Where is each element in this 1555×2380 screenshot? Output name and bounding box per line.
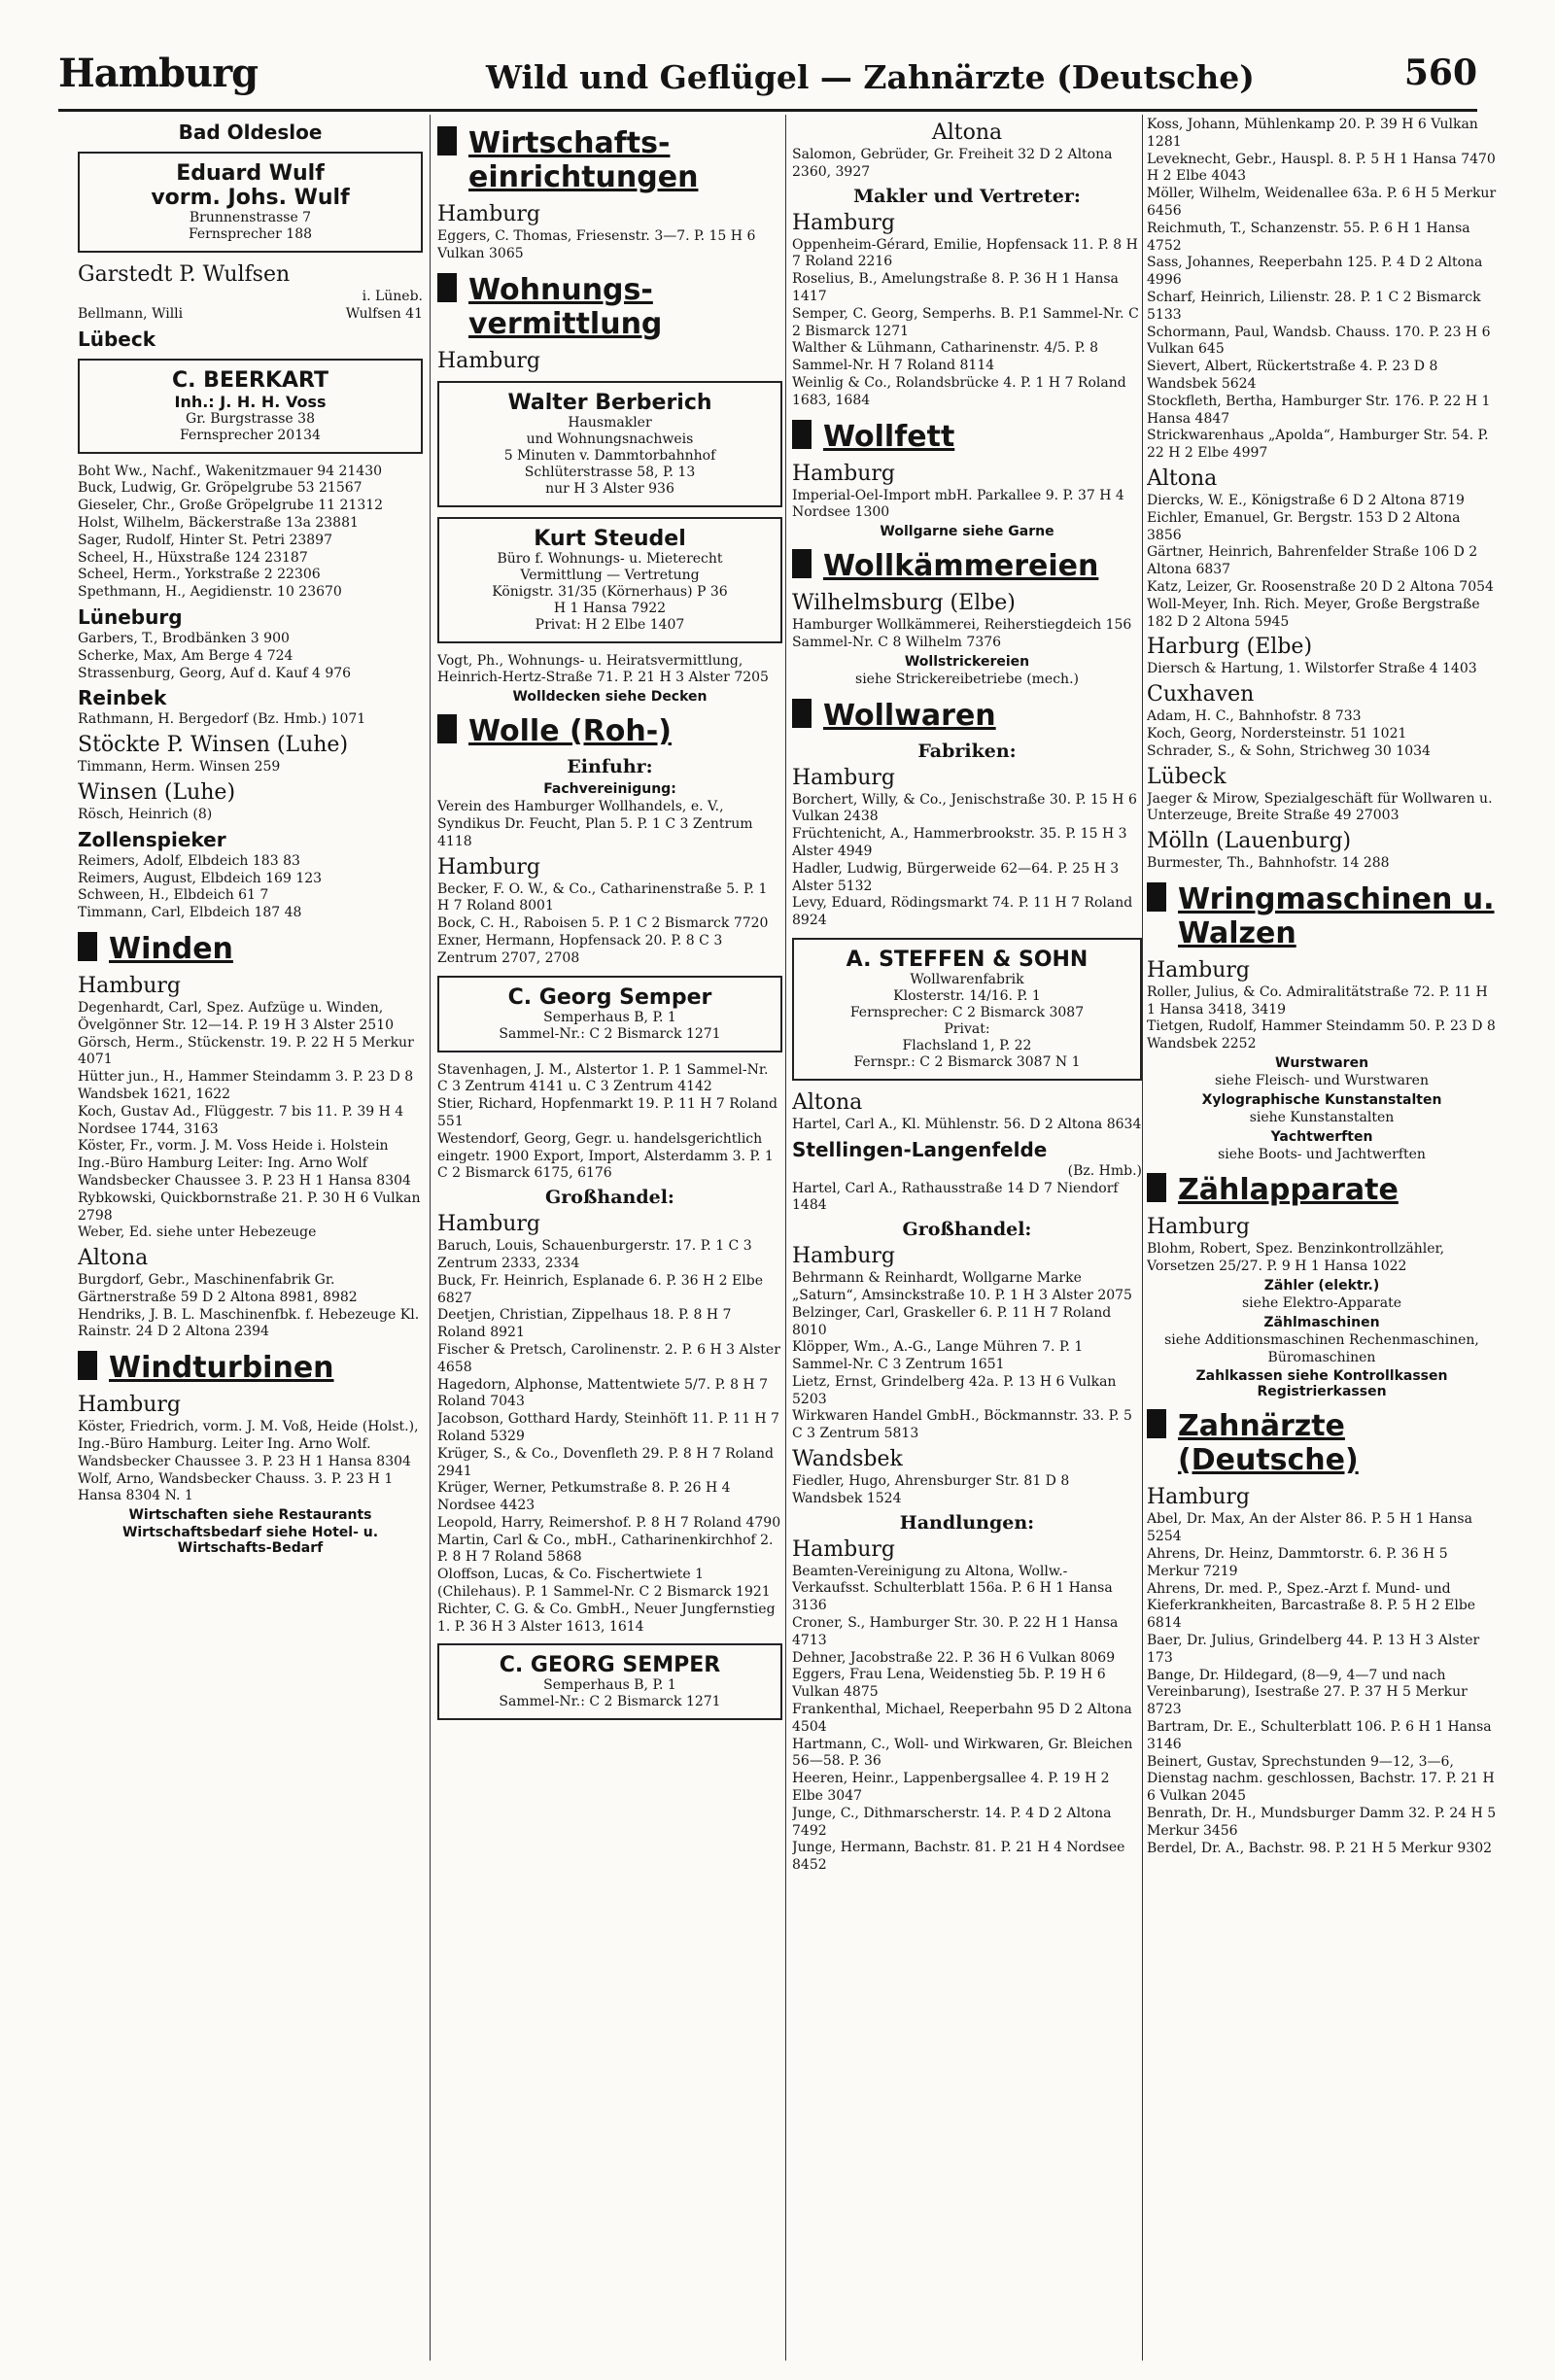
section-heading [1147,1173,1497,1207]
cross-reference-target: siehe Fleisch- und Wurstwaren [1215,1073,1429,1089]
list-item: Roller, Julius, & Co. Admiralitätstraße 72. P. 11 H 1 Hansa 3418, 3419 [1147,983,1488,1018]
column-4 [1147,117,1497,2361]
location-heading: Altona [931,121,1003,145]
list-item: Fischer & Pretsch, Carolinenstr. 2. P. 6 H 3 Alster 4658 [437,1341,780,1375]
list-item: Fiedler, Hugo, Ahrensburger Str. 81 D 8 Wandsbek 1524 [792,1473,1070,1506]
list-item: Frankenthal, Michael, Reeperbahn 95 D 2 Altona 4504 [792,1702,1132,1735]
ad-name: C. Georg Semper [507,984,712,1010]
list-item: Koss, Johann, Mühlenkamp 20. P. 39 H 6 Vulkan 1281 [1147,117,1478,150]
list-item: Hartmann, C., Woll- und Wirkwaren, Gr. Bleichen 56—58. P. 36 [792,1736,1133,1770]
list-item: Ahrens, Dr. med. P., Spez.-Arzt f. Mund- und Kieferkrankheiten, Barcastraße 8. P. 5 H 2 Elbe 6814 [1147,1580,1476,1632]
cross-reference-target: siehe Boots- und Jachtwerften [1218,1146,1426,1162]
list-item: Gärtner, Heinrich, Bahrenfelder Straße 106 D 2 Altona 6837 [1147,544,1478,578]
ad-line: Privat: [944,1020,990,1037]
section-marker-icon [1147,1409,1166,1438]
list-item: Adam, H. C., Bahnhofstr. 8 733 [1147,708,1362,725]
list-item: Scharf, Heinrich, Lilienstr. 28. P. 1 C 2 Bismarck 5133 [1147,289,1481,323]
list-item: Burgdorf, Gebr., Maschinenfabrik Gr. Gärtnerstraße 59 D 2 Altona 8981, 8982 [78,1272,358,1305]
list-item: Abel, Dr. Max, An der Alster 86. P. 5 H 1 Hansa 5254 [1147,1511,1472,1545]
list-item: Bange, Dr. Hildegard, (8—9, 4—7 und nach Vereinbarung), Isestraße 27. P. 37 H 5 Merkur 8723 [1147,1667,1468,1718]
cross-reference: Wollgarne siehe Garne [880,524,1054,540]
column-divider [1142,115,1143,2361]
cross-reference: Zählmaschinen [1263,1314,1380,1330]
cross-reference: Xylographische Kunstanstalten [1201,1091,1442,1108]
location-heading: Cuxhaven [1147,682,1255,707]
ad-line: Büro f. Wohnungs- u. Mieterecht [497,550,723,567]
list-item: Stockfleth, Bertha, Hamburger Str. 176. P. 22 H 1 Hansa 4847 [1147,393,1491,427]
list-item: Schormann, Paul, Wandsb. Chauss. 170. P. 23 H 6 Vulkan 645 [1147,324,1491,358]
list-item: Wolf, Arno, Wandsbecker Chauss. 3. P. 23 H 1 Hansa 8304 N. 1 [78,1470,394,1504]
entry-phone: Wulfsen 41 [345,305,423,322]
list-item: Rybkowski, Quickbornstraße 21. P. 30 H 6 Vulkan 2798 [78,1190,421,1224]
ad-line: Sammel-Nr.: C 2 Bismarck 1271 [499,1694,721,1710]
section-title: Wollfett [823,419,955,454]
list-item: Köster, Friedrich, vorm. J. M. Voß, Heide (Holst.), Ing.-Büro Hamburg. Leiter Ing. Arno Wolf. Wandsbecker Chaussee 3. P. 23 H 1 Hansa 8304 [78,1419,419,1469]
list-item: Sass, Johannes, Reeperbahn 125. P. 4 D 2 Altona 4996 [1147,255,1483,289]
ad-line: Königstr. 31/35 (Körnerhaus) P 36 [492,583,728,600]
list-item: Beinert, Gustav, Sprechstunden 9—12, 3—6, Dienstag nachm. geschlossen, Bachstr. 17. P. 21 H 6 Vulkan 2045 [1147,1753,1495,1805]
section-marker-icon [1147,1173,1166,1202]
list-item: Eggers, C. Thomas, Friesenstr. 3—7. P. 15 H 6 Vulkan 3065 [437,228,756,261]
list-item: Roselius, B., Amelungstraße 8. P. 36 H 1 Hansa 1417 [792,271,1119,304]
advertisement-box [437,976,782,1052]
advertisement-box [437,381,782,507]
list-item: Buck, Fr. Heinrich, Esplanade 6. P. 36 H 2 Elbe 6827 [437,1272,763,1306]
section-title: Zählapparate [1178,1173,1399,1208]
ad-line: 5 Minuten v. Dammtorbahnhof [503,447,716,464]
location-heading: Hamburg [792,1244,896,1269]
list-item: Scheel, Herm., Yorkstraße 2 22306 [78,567,321,583]
ad-line: Fernspr.: C 2 Bismarck 3087 N 1 [853,1053,1081,1070]
location-heading: Lüneburg [78,604,183,629]
subheading: Makler und Vertreter: [853,185,1081,207]
list-item: Boht Ww., Nachf., Wakenitzmauer 94 21430 [78,463,383,479]
list-item: Strickwarenhaus „Apolda“, Hamburger Str. 54. P. 22 H 2 Elbe 4997 [1147,428,1489,462]
ad-line: Fernsprecher: C 2 Bismarck 3087 [849,1004,1085,1020]
list-item: Benrath, Dr. H., Mundsburger Damm 32. P. 24 H 5 Merkur 3456 [1147,1806,1497,1839]
list-item: Hamburger Wollkämmerei, Reiherstiegdeich 156 Sammel-Nr. C 8 Wilhelm 7376 [792,617,1132,650]
ad-line: Wollwarenfabrik [910,971,1024,987]
list-item: Scherke, Max, Am Berge 4 724 [78,647,294,664]
cross-reference-target: siehe Additionsmaschinen Rechenmaschinen, Büromaschinen [1164,1331,1479,1365]
list-item: Hartel, Carl A., Kl. Mühlenstr. 56. D 2 Altona 8634 [792,1116,1142,1132]
location-heading: Hamburg [792,461,896,486]
ad-line: Privat: H 2 Elbe 1407 [535,616,685,633]
list-item: Imperial-Oel-Import mbH. Parkallee 9. P. 37 H 4 Nordsee 1300 [792,487,1124,521]
list-item: Richter, C. G. & Co. GmbH., Neuer Jungfernstieg 1. P. 36 H 3 Alster 1613, 1614 [437,1601,776,1635]
list-item: Verein des Hamburger Wollhandels, e. V., Syndikus Dr. Feucht, Plan 5. P. 1 C 3 Zentrum 4118 [437,799,753,849]
location-heading: Wandsbek [792,1447,903,1472]
list-item: Lietz, Ernst, Grindelberg 42a. P. 13 H 6 Vulkan 5203 [792,1373,1117,1407]
list-item: Schween, H., Elbdeich 61 7 [78,887,269,904]
ad-subtitle: Inh.: J. H. H. Voss [174,392,327,411]
list-item: Hagedorn, Alphonse, Mattentwiete 5/7. P. 8 H 7 Roland 7043 [437,1376,768,1410]
subheading: Einfuhr: [567,756,653,778]
list-item: Jaeger & Mirow, Spezialgeschäft für Wollwaren u. Unterzeuge, Breite Straße 49 27003 [1147,790,1493,824]
section-marker-icon [437,126,457,155]
section-title: Wollkämmereien [823,549,1099,584]
location-heading: Hamburg [792,765,896,790]
cross-reference: Wolldecken siehe Decken [512,689,708,706]
section-heading [792,699,1142,733]
list-item: Krüger, S., & Co., Dovenfleth 29. P. 8 H 7 Roland 2941 [437,1445,774,1479]
list-item: Burmester, Th., Bahnhofstr. 14 288 [1147,855,1390,872]
list-item: Martin, Carl & Co., mbH., Catharinenkirchhof 2. P. 8 H 7 Roland 5868 [437,1532,774,1566]
list-item: Gieseler, Chr., Große Gröpelgrube 11 21312 [78,498,384,514]
ad-line: Schlüterstrasse 58, P. 13 [524,464,696,480]
location-heading: Hamburg [437,202,541,226]
list-item: Tietgen, Rudolf, Hammer Steindamm 50. P. 23 D 8 Wandsbek 2252 [1147,1018,1496,1052]
page-header [58,51,1477,112]
list-item: Deetjen, Christian, Zippelhaus 18. P. 8 H 7 Roland 8921 [437,1307,732,1341]
cross-reference: Yachtwerften [1270,1128,1373,1145]
location-heading: Hamburg [1147,957,1251,983]
subheading: Handlungen: [899,1511,1035,1534]
section-title: Zahnärzte (Deutsche) [1178,1409,1359,1478]
list-item: Woll-Meyer, Inh. Rich. Meyer, Große Bergstraße 182 D 2 Altona 5945 [1147,596,1480,630]
location-heading: Winsen (Luhe) [78,779,236,805]
subheading: Fabriken: [917,740,1017,762]
list-item: Möller, Wilhelm, Weidenallee 63a. P. 6 H 5 Merkur 6456 [1147,186,1497,219]
list-item: Eggers, Frau Lena, Weidenstieg 5b. P. 19 H 6 Vulkan 4875 [792,1667,1106,1701]
location-heading: Lübeck [78,327,156,351]
list-item: Levy, Eduard, Rödingsmarkt 74. P. 11 H 7 Roland 8924 [792,895,1133,929]
list-item: Jacobson, Gotthard Hardy, Steinhöft 11. P. 11 H 7 Roland 5329 [437,1411,779,1444]
list-item: Oloffson, Lucas, & Co. Fischertwiete 1 (Chilehaus). P. 1 Sammel-Nr. C 2 Bismarck 1921 [437,1567,771,1601]
section-title: Wohnungs-vermittlung [468,272,663,341]
list-item: Holst, Wilhelm, Bäckerstraße 13a 23881 [78,514,359,531]
list-item: Sievert, Albert, Rückertstraße 4. P. 23 D 8 Wandsbek 5624 [1147,359,1438,392]
list-item: Scheel, H., Hüxstraße 124 23187 [78,549,308,566]
advertisement-box [78,152,423,253]
section-marker-icon [437,714,457,743]
list-item: Sager, Rudolf, Hinter St. Petri 23897 [78,532,332,548]
list-item: Köster, Fr., vorm. J. M. Voss Heide i. Holstein Ing.-Büro Hamburg Leiter: Ing. Arno Wolf Wandsbecker Chaussee 3. P. 23 H 1 Hansa 8304 [78,1138,411,1189]
list-item: Spethmann, H., Aegidienstr. 10 23670 [78,584,342,601]
list-item: Görsch, Herm., Stückenstr. 19. P. 22 H 5 Merkur 4071 [78,1034,414,1068]
cross-reference: Zähler (elektr.) [1263,1278,1380,1294]
ad-name: A. STEFFEN & SOHN [846,947,1088,972]
list-item: Semper, C. Georg, Semperhs. B. P.1 Sammel-Nr. C 2 Bismarck 1271 [792,305,1139,339]
ad-line: Flachsland 1, P. 22 [902,1037,1032,1053]
location-heading: Altona [792,1089,863,1115]
cross-reference: Wirtschaftsbedarf siehe Hotel- u. Wirtschafts-Bedarf [121,1525,379,1557]
list-item: Timmann, Herm. Winsen 259 [78,759,281,776]
ad-line: Vermittlung — Vertretung [520,567,700,583]
list-item: Degenhardt, Carl, Spez. Aufzüge u. Winden, Övelgönner Str. 12—14. P. 19 H 3 Alster 2510 [78,999,395,1033]
list-item: Leveknecht, Gebr., Hauspl. 8. P. 5 H 1 Hansa 7470 H 2 Elbe 4043 [1147,151,1496,185]
section-marker-icon [792,420,812,449]
list-item: Reimers, August, Elbdeich 169 123 [78,870,323,886]
section-title: Wollwaren [823,698,996,733]
list-item: Eichler, Emanuel, Gr. Bergstr. 153 D 2 Altona 3856 [1147,509,1461,543]
location-heading: Hamburg [437,1212,541,1237]
cross-reference-target: siehe Strickereibetriebe (mech.) [855,671,1079,687]
location-heading: Wilhelmsburg (Elbe) [792,591,1016,616]
section-marker-icon [78,1351,97,1380]
list-item: Klöpper, Wm., A.-G., Lange Mühren 7. P. 1 Sammel-Nr. C 3 Zentrum 1651 [792,1339,1084,1373]
advertisement-box [792,938,1142,1081]
list-item: Timmann, Carl, Elbdeich 187 48 [78,905,302,921]
list-item: Krüger, Werner, Petkumstraße 8. P. 26 H 4 Nordsee 4423 [437,1480,731,1514]
cross-reference: Zahlkassen siehe Kontrollkassen Registrierkassen [1195,1368,1448,1400]
column-divider [785,115,786,2361]
list-item: Wirkwaren Handel GmbH., Böckmannstr. 33. P. 5 C 3 Zentrum 5813 [792,1408,1132,1442]
list-item: Salomon, Gebrüder, Gr. Freiheit 32 D 2 Altona 2360, 3927 [792,147,1113,180]
cross-reference: Wirtschaften siehe Restaurants [128,1507,372,1524]
ad-line: Fernsprecher 188 [188,226,313,242]
list-item: Reichmuth, T., Schanzenstr. 55. P. 6 H 1 Hansa 4752 [1147,220,1470,254]
list-item: Stier, Richard, Hopfenmarkt 19. P. 11 H 7 Roland 551 [437,1096,778,1129]
ad-subtitle: vorm. Johs. Wulf [151,186,350,210]
location-heading: Lübeck [1147,764,1227,789]
list-item: Junge, C., Dithmarscherstr. 14. P. 4 D 2 Altona 7492 [792,1805,1112,1839]
list-item: Beamten-Vereinigung zu Altona, Wollw.-Verkaufsst. Schulterblatt 156a. P. 6 H 1 Hansa 3136 [792,1563,1113,1614]
list-item: Baruch, Louis, Schauenburgerstr. 17. P. 1 C 3 Zentrum 2333, 2334 [437,1238,752,1271]
list-item: Junge, Hermann, Bachstr. 81. P. 21 H 4 Nordsee 8452 [792,1840,1125,1874]
list-item: Weinlig & Co., Rolandsbrücke 4. P. 1 H 7 Roland 1683, 1684 [792,374,1126,408]
location-heading: Zollenspieker [78,827,226,851]
list-item: Bartram, Dr. E., Schulterblatt 106. P. 6 H 1 Hansa 3146 [1147,1719,1492,1752]
list-item: Belzinger, Carl, Graskeller 6. P. 11 H 7 Roland 8010 [792,1304,1112,1338]
list-item: Diercks, W. E., Königstraße 6 D 2 Altona 8719 [1147,492,1465,508]
location-heading: Hamburg [792,210,896,235]
ad-name: Kurt Steudel [534,526,686,551]
subheading: Großhandel: [545,1187,674,1209]
list-item: Becker, F. O. W., & Co., Catharinenstraße 5. P. 1 H 7 Roland 8001 [437,880,768,914]
list-item: Berdel, Dr. A., Bachstr. 98. P. 21 H 5 Merkur 9302 [1147,1840,1493,1856]
section-marker-icon [792,549,812,578]
cross-reference: Wurstwaren [1274,1055,1369,1072]
section-heading [792,549,1142,583]
list-item: Vogt, Ph., Wohnungs- u. Heiratsvermittlung, Heinrich-Hertz-Straße 71. P. 21 H 3 Alster 7205 [437,652,769,686]
section-marker-icon [78,932,97,961]
section-marker-icon [437,273,457,302]
ad-name: C. GEORG SEMPER [499,1653,721,1678]
ad-line: Hausmakler [568,414,652,431]
list-item: Hadler, Ludwig, Bürgerweide 62—64. P. 25 H 3 Alster 5132 [792,860,1120,894]
cross-reference-target: siehe Elektro-Apparate [1242,1295,1401,1312]
list-item: Bock, C. H., Raboisen 5. P. 1 C 2 Bismarck 7720 [437,915,769,932]
ad-line: H 1 Hansa 7922 [553,600,667,616]
list-item: Reimers, Adolf, Elbdeich 183 83 [78,852,300,869]
ad-line: nur H 3 Alster 936 [545,480,674,497]
section-title: Windturbinen [109,1351,334,1386]
section-marker-icon [792,699,812,728]
list-item: Buck, Ludwig, Gr. Gröpelgrube 53 21567 [78,480,363,497]
list-item: Früchtenicht, A., Hammerbrookstr. 35. P. 15 H 3 Alster 4949 [792,826,1127,859]
list-item: Behrmann & Reinhardt, Wollgarne Marke „Saturn“, Amsinckstraße 10. P. 1 H 3 Alster 2075 [792,1270,1132,1303]
column-divider [430,115,431,2361]
list-item: Strassenburg, Georg, Auf d. Kauf 4 976 [78,665,352,681]
ad-line: Brunnenstrasse 7 [189,210,312,225]
ad-line: Semperhaus B, P. 1 [543,1677,676,1694]
list-item: Dehner, Jacobstraße 22. P. 36 H 6 Vulkan 8069 [792,1649,1116,1666]
list-item: Rösch, Heinrich (8) [78,806,213,822]
ad-line: Semperhaus B, P. 1 [543,1009,676,1025]
ad-name: C. BEERKART [172,367,328,393]
list-item: Croner, S., Hamburger Str. 30. P. 22 H 1 Hansa 4713 [792,1615,1119,1648]
cross-reference-target: siehe Kunstanstalten [1249,1109,1395,1125]
header-title: Wild und Geflügel — Zahnärzte (Deutsche) [486,58,1255,96]
location-heading: Hamburg [792,1536,896,1562]
list-item: Ahrens, Dr. Heinz, Dammtorstr. 6. P. 36 H 5 Merkur 7219 [1147,1546,1448,1579]
ad-line: Gr. Burgstrasse 38 [186,410,315,427]
ad-name: Eduard Wulf [176,161,325,186]
list-item: Hendriks, J. B. L. Maschinenfbk. f. Hebezeuge Kl. Rainstr. 24 D 2 Altona 2394 [78,1306,420,1340]
list-item: Leopold, Harry, Reimershof. P. 8 H 7 Roland 4790 [437,1514,781,1531]
section-heading [792,420,1142,454]
list-item: Koch, Gustav Ad., Flüggestr. 7 bis 11. P. 39 H 4 Nordsee 1744, 3163 [78,1103,404,1137]
location-heading: Hamburg [1147,1215,1251,1240]
section-heading [78,1351,423,1385]
list-item [78,306,423,324]
advertisement-box [437,517,782,643]
section-heading [1147,1409,1497,1477]
list-item: Schrader, S., & Sohn, Strichweg 30 1034 [1147,742,1431,759]
list-item: Westendorf, Georg, Gegr. u. handelsgerichtlich eingetr. 1900 Export, Import, Alsterdamm 3. P. 1 C 2 Bismarck 6175, 6176 [437,1130,774,1182]
location-heading: Altona [1147,466,1218,491]
list-item: Borchert, Willy, & Co., Jenischstraße 30. P. 15 H 6 Vulkan 2438 [792,791,1137,825]
section-title: Wirtschafts-einrichtungen [468,126,699,194]
section-heading [1147,882,1497,950]
location-subline: (Bz. Hmb.) [1067,1162,1142,1179]
advertisement-box [437,1643,782,1720]
section-heading [78,932,423,966]
section-heading [437,126,782,194]
list-item: Koch, Georg, Nordersteinstr. 51 1021 [1147,725,1407,742]
page-number: 560 [1403,52,1477,93]
location-heading: Hamburg [1147,1485,1251,1510]
ad-name: Walter Berberich [507,390,712,415]
ad-line: Fernsprecher 20134 [180,427,321,443]
list-item: Rathmann, H. Bergedorf (Bz. Hmb.) 1071 [78,711,366,728]
list-item: Blohm, Robert, Spez. Benzinkontrollzähler, Vorsetzen 25/27. P. 9 H 1 Hansa 1022 [1147,1241,1445,1275]
list-item: Baer, Dr. Julius, Grindelberg 44. P. 13 H 3 Alster 173 [1147,1633,1480,1666]
list-item: Oppenheim-Gérard, Emilie, Hopfensack 11. P. 8 H 7 Roland 2216 [792,236,1138,270]
section-heading [437,273,782,341]
location-heading: Hamburg [437,348,541,373]
list-item: Exner, Hermann, Hopfensack 20. P. 8 C 3 Zentrum 2707, 2708 [437,932,723,966]
list-item: Weber, Ed. siehe unter Hebezeuge [78,1224,317,1241]
header-city: Hamburg [58,51,259,96]
list-item: Katz, Leizer, Gr. Roosenstraße 20 D 2 Altona 7054 [1147,578,1494,595]
list-item: Hütter jun., H., Hammer Steindamm 3. P. 23 D 8 Wandsbek 1621, 1622 [78,1069,414,1102]
location-heading: Garstedt P. Wulfsen [78,262,291,287]
section-title: Wringmaschinen u. Walzen [1178,881,1495,950]
section-heading [437,714,782,748]
location-heading: Reinbek [78,686,167,710]
location-heading: Mölln (Lauenburg) [1147,829,1352,854]
ad-line: Sammel-Nr.: C 2 Bismarck 1271 [499,1025,721,1042]
location-heading: Stöckte P. Winsen (Luhe) [78,733,349,758]
location-heading: Hamburg [437,854,541,880]
list-item: Garbers, T., Brodbänken 3 900 [78,630,290,646]
column-2 [437,117,782,2361]
subheading: Großhandel: [902,1219,1032,1241]
ad-line: Klosterstr. 14/16. P. 1 [893,987,1041,1004]
column-1 [78,117,423,2361]
entry-text: Bellmann, Willi [78,305,184,322]
list-item: Hartel, Carl A., Rathausstraße 14 D 7 Niendorf 1484 [792,1180,1119,1214]
list-item: Heeren, Heinr., Lappenbergsallee 4. P. 19 H 2 Elbe 3047 [792,1771,1110,1805]
location-heading: Harburg (Elbe) [1147,635,1313,660]
location-heading: Hamburg [78,1393,182,1418]
cross-reference: Wollstrickereien [904,653,1030,670]
list-item: Stavenhagen, J. M., Alstertor 1. P. 1 Sammel-Nr. C 3 Zentrum 4141 u. C 3 Zentrum 4142 [437,1061,769,1095]
section-title: Wolle (Roh-) [468,714,672,749]
location-heading: Hamburg [78,973,182,998]
subheading: Fachvereinigung: [543,781,676,798]
column-3 [792,117,1142,2361]
section-marker-icon [1147,882,1166,912]
list-item: Diersch & Hartung, 1. Wilstorfer Straße 4 1403 [1147,661,1477,677]
location-heading: Bad Oldesloe [178,121,323,144]
ad-line: und Wohnungsnachweis [526,431,694,447]
location-subline: i. Lüneb. [362,289,423,304]
advertisement-box [78,359,423,454]
location-heading: Stellingen-Langenfelde [792,1137,1048,1161]
location-heading: Altona [78,1246,149,1271]
section-title: Winden [109,931,233,966]
list-item: Walther & Lühmann, Catharinenstr. 4/5. P. 8 Sammel-Nr. H 7 Roland 8114 [792,340,1099,374]
